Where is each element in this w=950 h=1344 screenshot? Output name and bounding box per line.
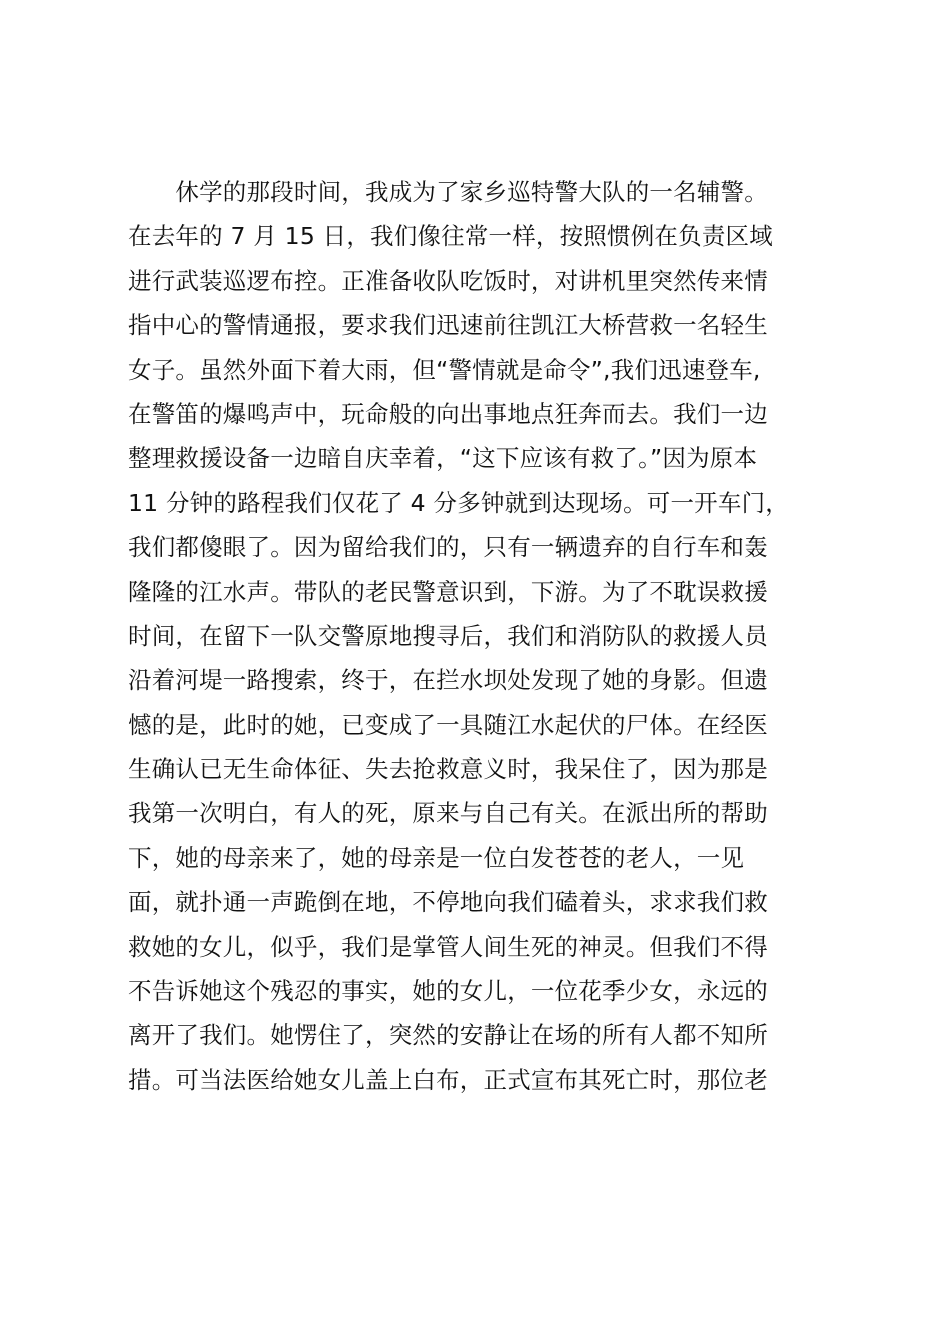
- text-line: 离开了我们。她愣住了，突然的安静让在场的所有人都不知所: [128, 1021, 768, 1050]
- text-line: 不告诉她这个残忍的事实，她的女儿，一位花季少女，永远的: [128, 977, 768, 1006]
- text-line: 面，就扑通一声跪倒在地，不停地向我们磕着头，求求我们救: [128, 888, 768, 917]
- text-line: 在去年的 7 月 15 日，我们像往常一样，按照惯例在负责区域: [128, 222, 773, 251]
- body-text: [128, 170, 828, 1102]
- text-line: 憾的是，此时的她，已变成了一具随江水起伏的尸体。在经医: [128, 710, 768, 739]
- text-line: 措。可当法医给她女儿盖上白布，正式宣布其死亡时，那位老: [128, 1065, 768, 1094]
- text-line: 指中心的警情通报，要求我们迅速前往凯江大桥营救一名轻生: [128, 311, 768, 340]
- text-line: 时间，在留下一队交警原地搜寻后，我们和消防队的救援人员: [128, 621, 768, 650]
- text-line: 整理救援设备一边暗自庆幸着，“这下应该有救了。”因为原本: [128, 444, 758, 473]
- text-line: 生确认已无生命体征、失去抢救意义时，我呆住了，因为那是: [128, 755, 768, 784]
- text-line: 下，她的母亲来了，她的母亲是一位白发苍苍的老人，一见: [128, 843, 745, 872]
- text-line: 11 分钟的路程我们仅花了 4 分多钟就到达现场。可一开车门，: [128, 488, 789, 517]
- text-line: 救她的女儿，似乎，我们是掌管人间生死的神灵。但我们不得: [128, 932, 768, 961]
- text-line: 沿着河堤一路搜索，终于，在拦水坝处发现了她的身影。但遗: [128, 666, 768, 695]
- text-line: 隆隆的江水声。带队的老民警意识到，下游。为了不耽误救援: [128, 577, 768, 606]
- text-line: 进行武装巡逻布控。正准备收队吃饭时，对讲机里突然传来情: [128, 266, 768, 295]
- text-line: 女子。虽然外面下着大雨，但“警情就是命令”,我们迅速登车,: [128, 355, 761, 384]
- text-line: 我们都傻眼了。因为留给我们的，只有一辆遗弃的自行车和轰: [128, 533, 768, 562]
- text-line: 我第一次明白，有人的死，原来与自己有关。在派出所的帮助: [128, 799, 768, 828]
- text-line: 休学的那段时间，我成为了家乡巡特警大队的一名辅警。: [128, 178, 768, 206]
- text-line: 在警笛的爆鸣声中，玩命般的向出事地点狂奔而去。我们一边: [128, 399, 768, 428]
